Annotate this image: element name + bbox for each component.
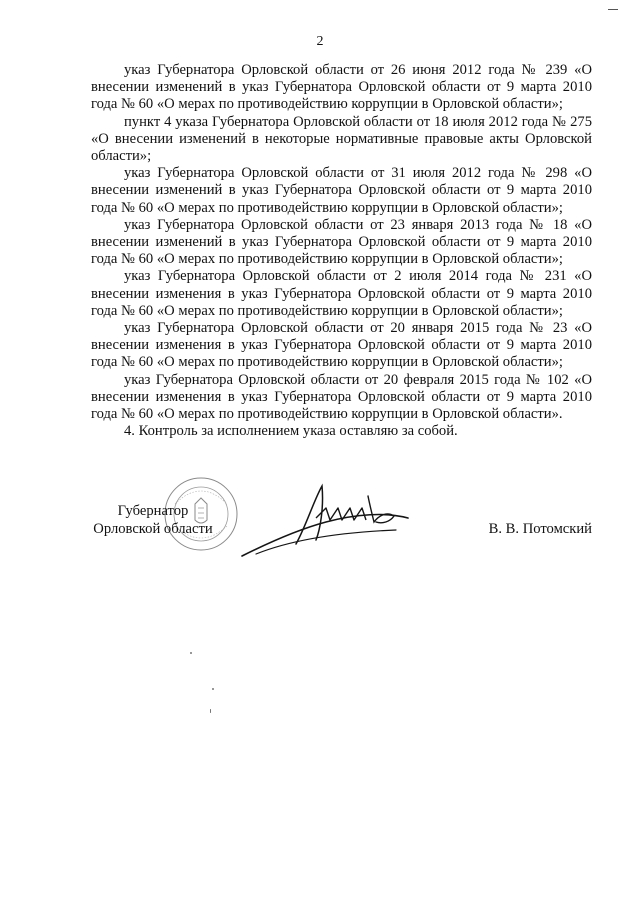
signatory-title-line2: Орловской области — [93, 520, 213, 537]
scan-mark — [608, 9, 618, 10]
signatory-title-line1: Губернатор — [117, 503, 189, 519]
paragraph-decree-18: указ Губернатора Орловской области от 23 января 2013 года № 18 «О внесении изменений в указ Губернатора Орловской области от 9 марта 2010 года № 60 «О мерах по противодействию коррупции в Орловской области»; — [91, 216, 592, 268]
signatory-title — [88, 503, 218, 538]
paragraph-control-clause: 4. Контроль за исполнением указа оставляю за собой. — [124, 423, 458, 440]
signatory-name: В. В. Потомский — [488, 521, 592, 537]
document-body — [91, 62, 592, 440]
scan-speck — [190, 652, 192, 654]
page-number: 2 — [316, 34, 324, 49]
paragraph-decree-102: указ Губернатора Орловской области от 20 февраля 2015 года № 102 «О внесении изменения в указ Губернатора Орловской области от 9 марта 2010 года № 60 «О мерах по противодействию коррупции в Орловской области». — [91, 371, 592, 423]
paragraph-decree-298: указ Губернатора Орловской области от 31 июля 2012 года № 298 «О внесении изменений в указ Губернатора Орловской области от 9 марта 2010 года № 60 «О мерах по противодействию коррупции в Орловской области»; — [91, 165, 592, 216]
paragraph-decree-231: указ Губернатора Орловской области от 2 июля 2014 года № 231 «О внесении изменения в указ Губернатора Орловской области от 9 марта 2010 года № 60 «О мерах по противодействию коррупции в Орловской области»; — [91, 268, 592, 319]
paragraph-decree-275: пункт 4 указа Губернатора Орловской области от 18 июля 2012 года № 275 «О внесении изменений в некоторые нормативные правовые акты Орловской области»; — [91, 113, 592, 165]
scan-speck — [210, 709, 211, 713]
paragraph-decree-23: указ Губернатора Орловской области от 20 января 2015 года № 23 «О внесении изменения в указ Губернатора Орловской области от 9 марта 2010 года № 60 «О мерах по противодействию коррупции в Орловской области»; — [91, 320, 592, 371]
scan-speck — [212, 688, 214, 690]
paragraph-decree-239: указ Губернатора Орловской области от 26 июня 2012 года № 239 «О внесении изменений в указ Губернатора Орловской области от 9 марта 2010 года № 60 «О мерах по противодействию коррупции в Орловской области»; — [91, 62, 592, 113]
handwritten-signature — [236, 478, 416, 563]
